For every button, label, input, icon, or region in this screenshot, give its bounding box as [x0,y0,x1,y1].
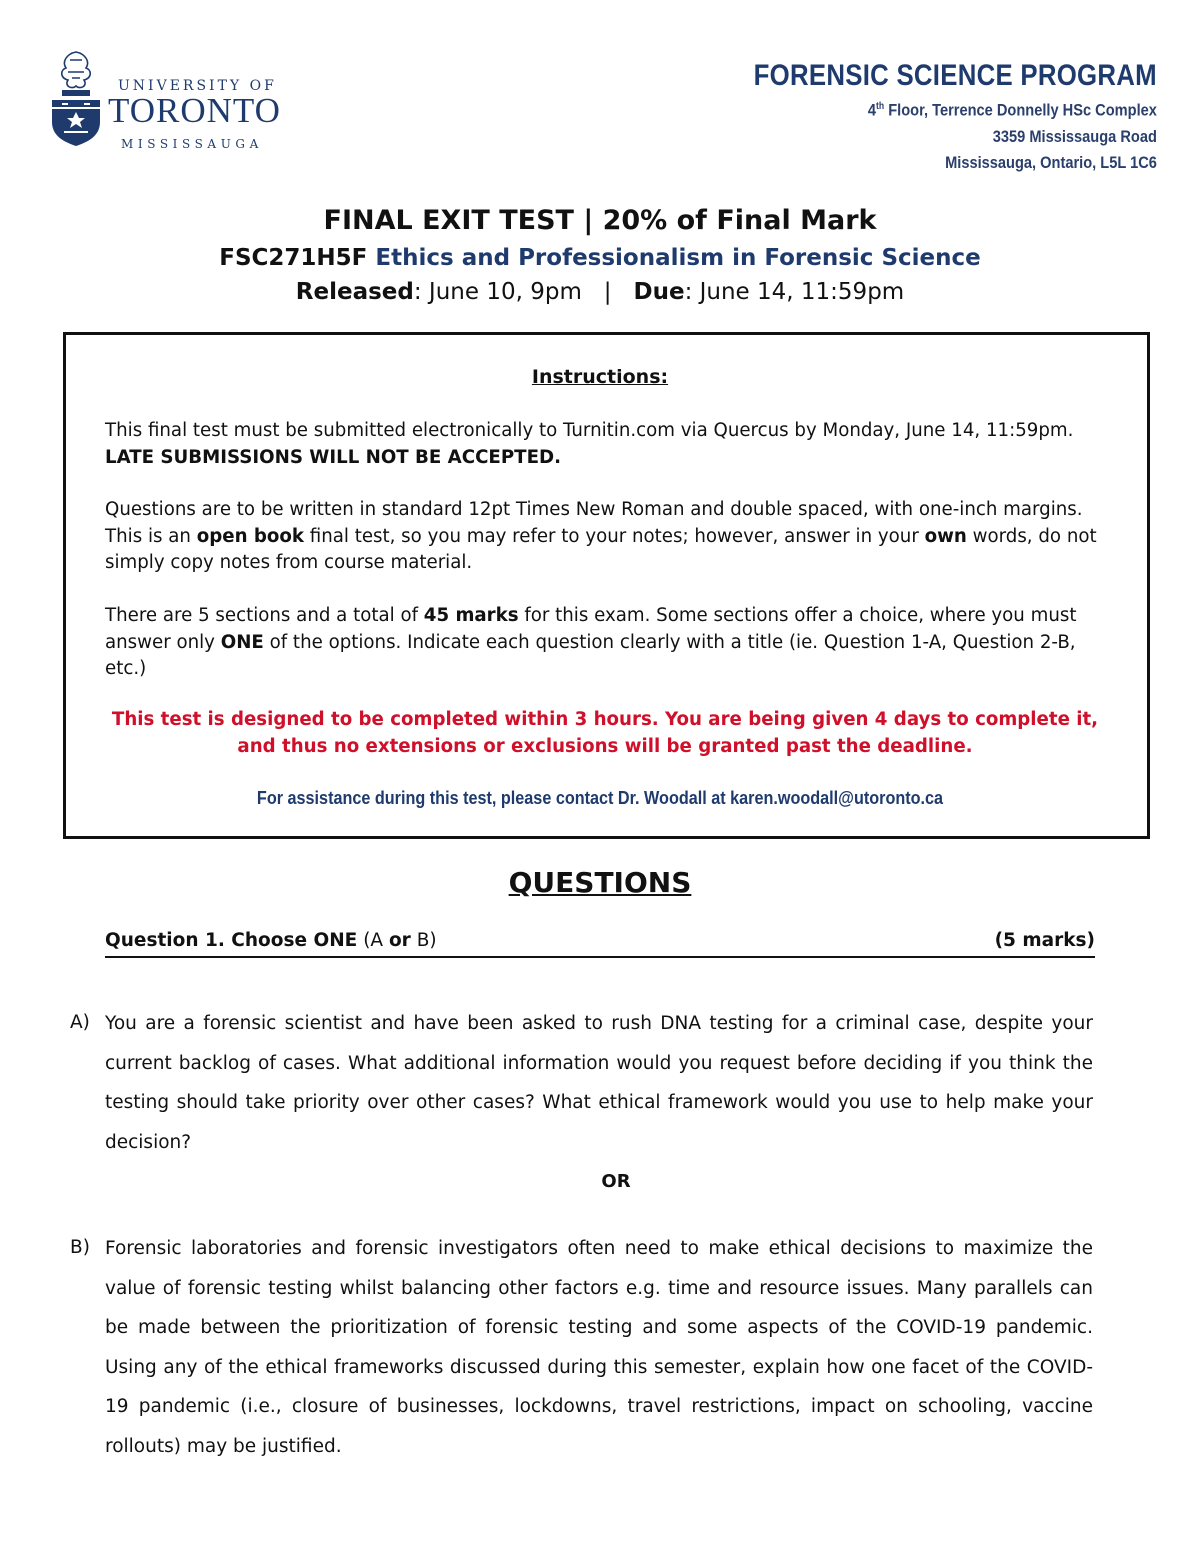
due-value: : June 14, 11:59pm [684,279,905,305]
course-title [0,243,1200,273]
question-1-label: Question 1. Choose ONE [105,930,358,951]
due-label: Due [633,279,685,305]
assistance-line: For assistance during this test, please contact Dr. Woodall at karen.woodall@utoronto.ca [256,788,944,808]
instructions-heading: Instructions: [531,366,669,388]
question-1-marks: (5 marks) [994,930,1095,951]
university-campus: MISSISSAUGA [121,137,263,151]
instructions-paragraph-1: This final test must be submitted electronically to Turnitin.com via Quercus by Monday, June 14, 11:59pm. LATE SUBMISSIONS WILL NOT BE ACCEPTED. [105,420,1074,468]
assistance-email-link[interactable]: karen.woodall@utoronto.ca [730,788,944,808]
option-b-letter: B) [70,1237,90,1258]
released-label: Released [295,279,414,305]
university-line1: UNIVERSITY OF [118,78,277,94]
instructions-box [63,332,1150,839]
course-code: FSC271H5F [219,245,368,271]
dates-line [0,277,1200,307]
instructions-paragraph-2: Questions are to be written in standard 12pt Times New Roman and double spaced, with one-inch margins. This is an open book final test, so you may refer to your notes; however, answer in your own words, do not simply copy notes from course material. [105,499,1097,573]
date-separator: | [603,279,612,305]
program-title: FORENSIC SCIENCE PROGRAM [753,59,1157,92]
option-a-letter: A) [70,1012,90,1033]
program-header [688,58,1157,176]
university-name: TORONTO [108,91,281,130]
deadline-warning: This test is designed to be completed within 3 hours. You are being given 4 days to complete it, and thus no extensions or exclusions will be granted past the deadline. [111,709,1099,757]
program-address2: Mississauga, Ontario, L5L 1C6 [945,152,1157,172]
or-separator: OR [601,1171,631,1192]
program-floor: 4th Floor, Terrence Donnelly HSc Complex [868,100,1157,120]
question-1-header: Question 1. Choose ONE (A or B) (5 marks) [105,930,1095,958]
questions-heading: QUESTIONS [508,866,692,899]
course-name: Ethics and Professionalism in Forensic Science [375,245,981,271]
instructions-paragraph-3: There are 5 sections and a total of 45 marks for this exam. Some sections offer a choice, where you must answer only ONE of the options. Indicate each question clearly with a title (ie. Question 1-A, Question 2-B, etc.) [105,605,1077,679]
university-crest-logo [46,48,106,146]
program-address1: 3359 Mississauga Road [992,126,1157,146]
option-a-text: You are a forensic scientist and have been asked to rush DNA testing for a criminal case, despite your current backlog of cases. What additional information would you request before deciding if you think the testing should take priority over other cases? What ethical framework would you use to help make your decision? [105,1013,1093,1153]
released-value: : June 10, 9pm [413,279,582,305]
option-b-text: Forensic laboratories and forensic investigators often need to make ethical decisions to maximize the value of forensic testing whilst balancing other factors e.g. time and resource issues. Many parallels can be made between the prioritization of forensic testing and some aspects of the COVID-19 pandemic. Using any of the ethical frameworks discussed during this semester, explain how one facet of the COVID-19 pandemic (i.e., closure of businesses, lockdowns, travel restrictions, impact on schooling, vaccine rollouts) may be justified. [105,1238,1093,1457]
test-title: FINAL EXIT TEST | 20% of Final Mark [323,205,877,236]
